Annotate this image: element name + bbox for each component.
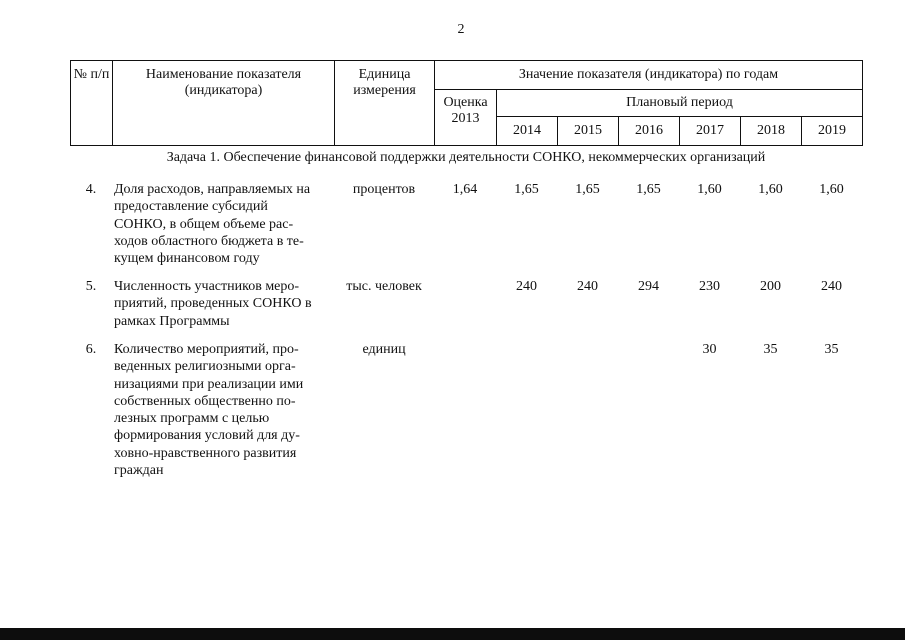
row-value-2017: 1,60 [697, 182, 722, 197]
header-year-2019: 2019 [802, 117, 863, 146]
header-name: Наименование показателя (индикатора) [113, 61, 335, 146]
row-unit: процентов [352, 182, 416, 197]
row-value-2019: 1,60 [819, 182, 844, 197]
header-year-2016: 2016 [619, 117, 680, 146]
header-values-title: Значение показателя (индикатора) по годам [435, 61, 863, 90]
row-value-2018: 1,60 [758, 182, 783, 197]
row-value-2016: 1,65 [636, 182, 661, 197]
row-value-2014: 240 [516, 279, 537, 294]
header-year-2018: 2018 [741, 117, 802, 146]
row-value-2015: 240 [577, 279, 598, 294]
header-year-2017: 2017 [680, 117, 741, 146]
row-value-2019: 35 [824, 342, 839, 357]
header-unit: Единица измерения [335, 61, 435, 146]
page-number: 2 [457, 22, 465, 37]
row-indicator-name: Количество мероприятий, про- веденных религиозными орга- низациями при реализации ими собственных общественно по- лезных программ с целью формирования условий для ду- ховно-нравственного развития граждан [114, 342, 304, 479]
row-indicator-name: Доля расходов, направляемых на предоставление субсидий СОНКО, в общем объеме рас- ходов областного бюджета в те- кущем финансовом году [114, 182, 311, 267]
task-title: Задача 1. Обеспечение финансовой поддержки деятельности СОНКО, некоммерческих организаций [166, 150, 766, 165]
row-unit: тыс. человек [346, 279, 422, 294]
row-unit: единиц [362, 342, 406, 357]
scan-bottom-edge [0, 628, 905, 640]
row-value-2019: 240 [821, 279, 842, 294]
header-year-2015: 2015 [558, 117, 619, 146]
header-plan-period: Плановый период [497, 90, 863, 117]
row-value-2017: 30 [702, 342, 717, 357]
row-num: 4. [85, 182, 97, 197]
row-value-2017: 230 [699, 279, 720, 294]
row-value-2018: 200 [760, 279, 781, 294]
row-value-2015: 1,65 [575, 182, 600, 197]
row-value-2013: 1,64 [452, 182, 478, 197]
row-indicator-name: Численность участников меро- приятий, проведенных СОНКО в рамках Программы [114, 279, 312, 329]
row-value-2014: 1,65 [514, 182, 539, 197]
header-estimate-2013: Оценка 2013 [435, 90, 497, 146]
indicator-table-header [70, 60, 863, 146]
header-num: № п/п [71, 61, 113, 146]
header-year-2014: 2014 [497, 117, 558, 146]
row-value-2016: 294 [638, 279, 659, 294]
row-num: 5. [85, 279, 97, 294]
row-num: 6. [85, 342, 97, 357]
row-value-2018: 35 [763, 342, 778, 357]
